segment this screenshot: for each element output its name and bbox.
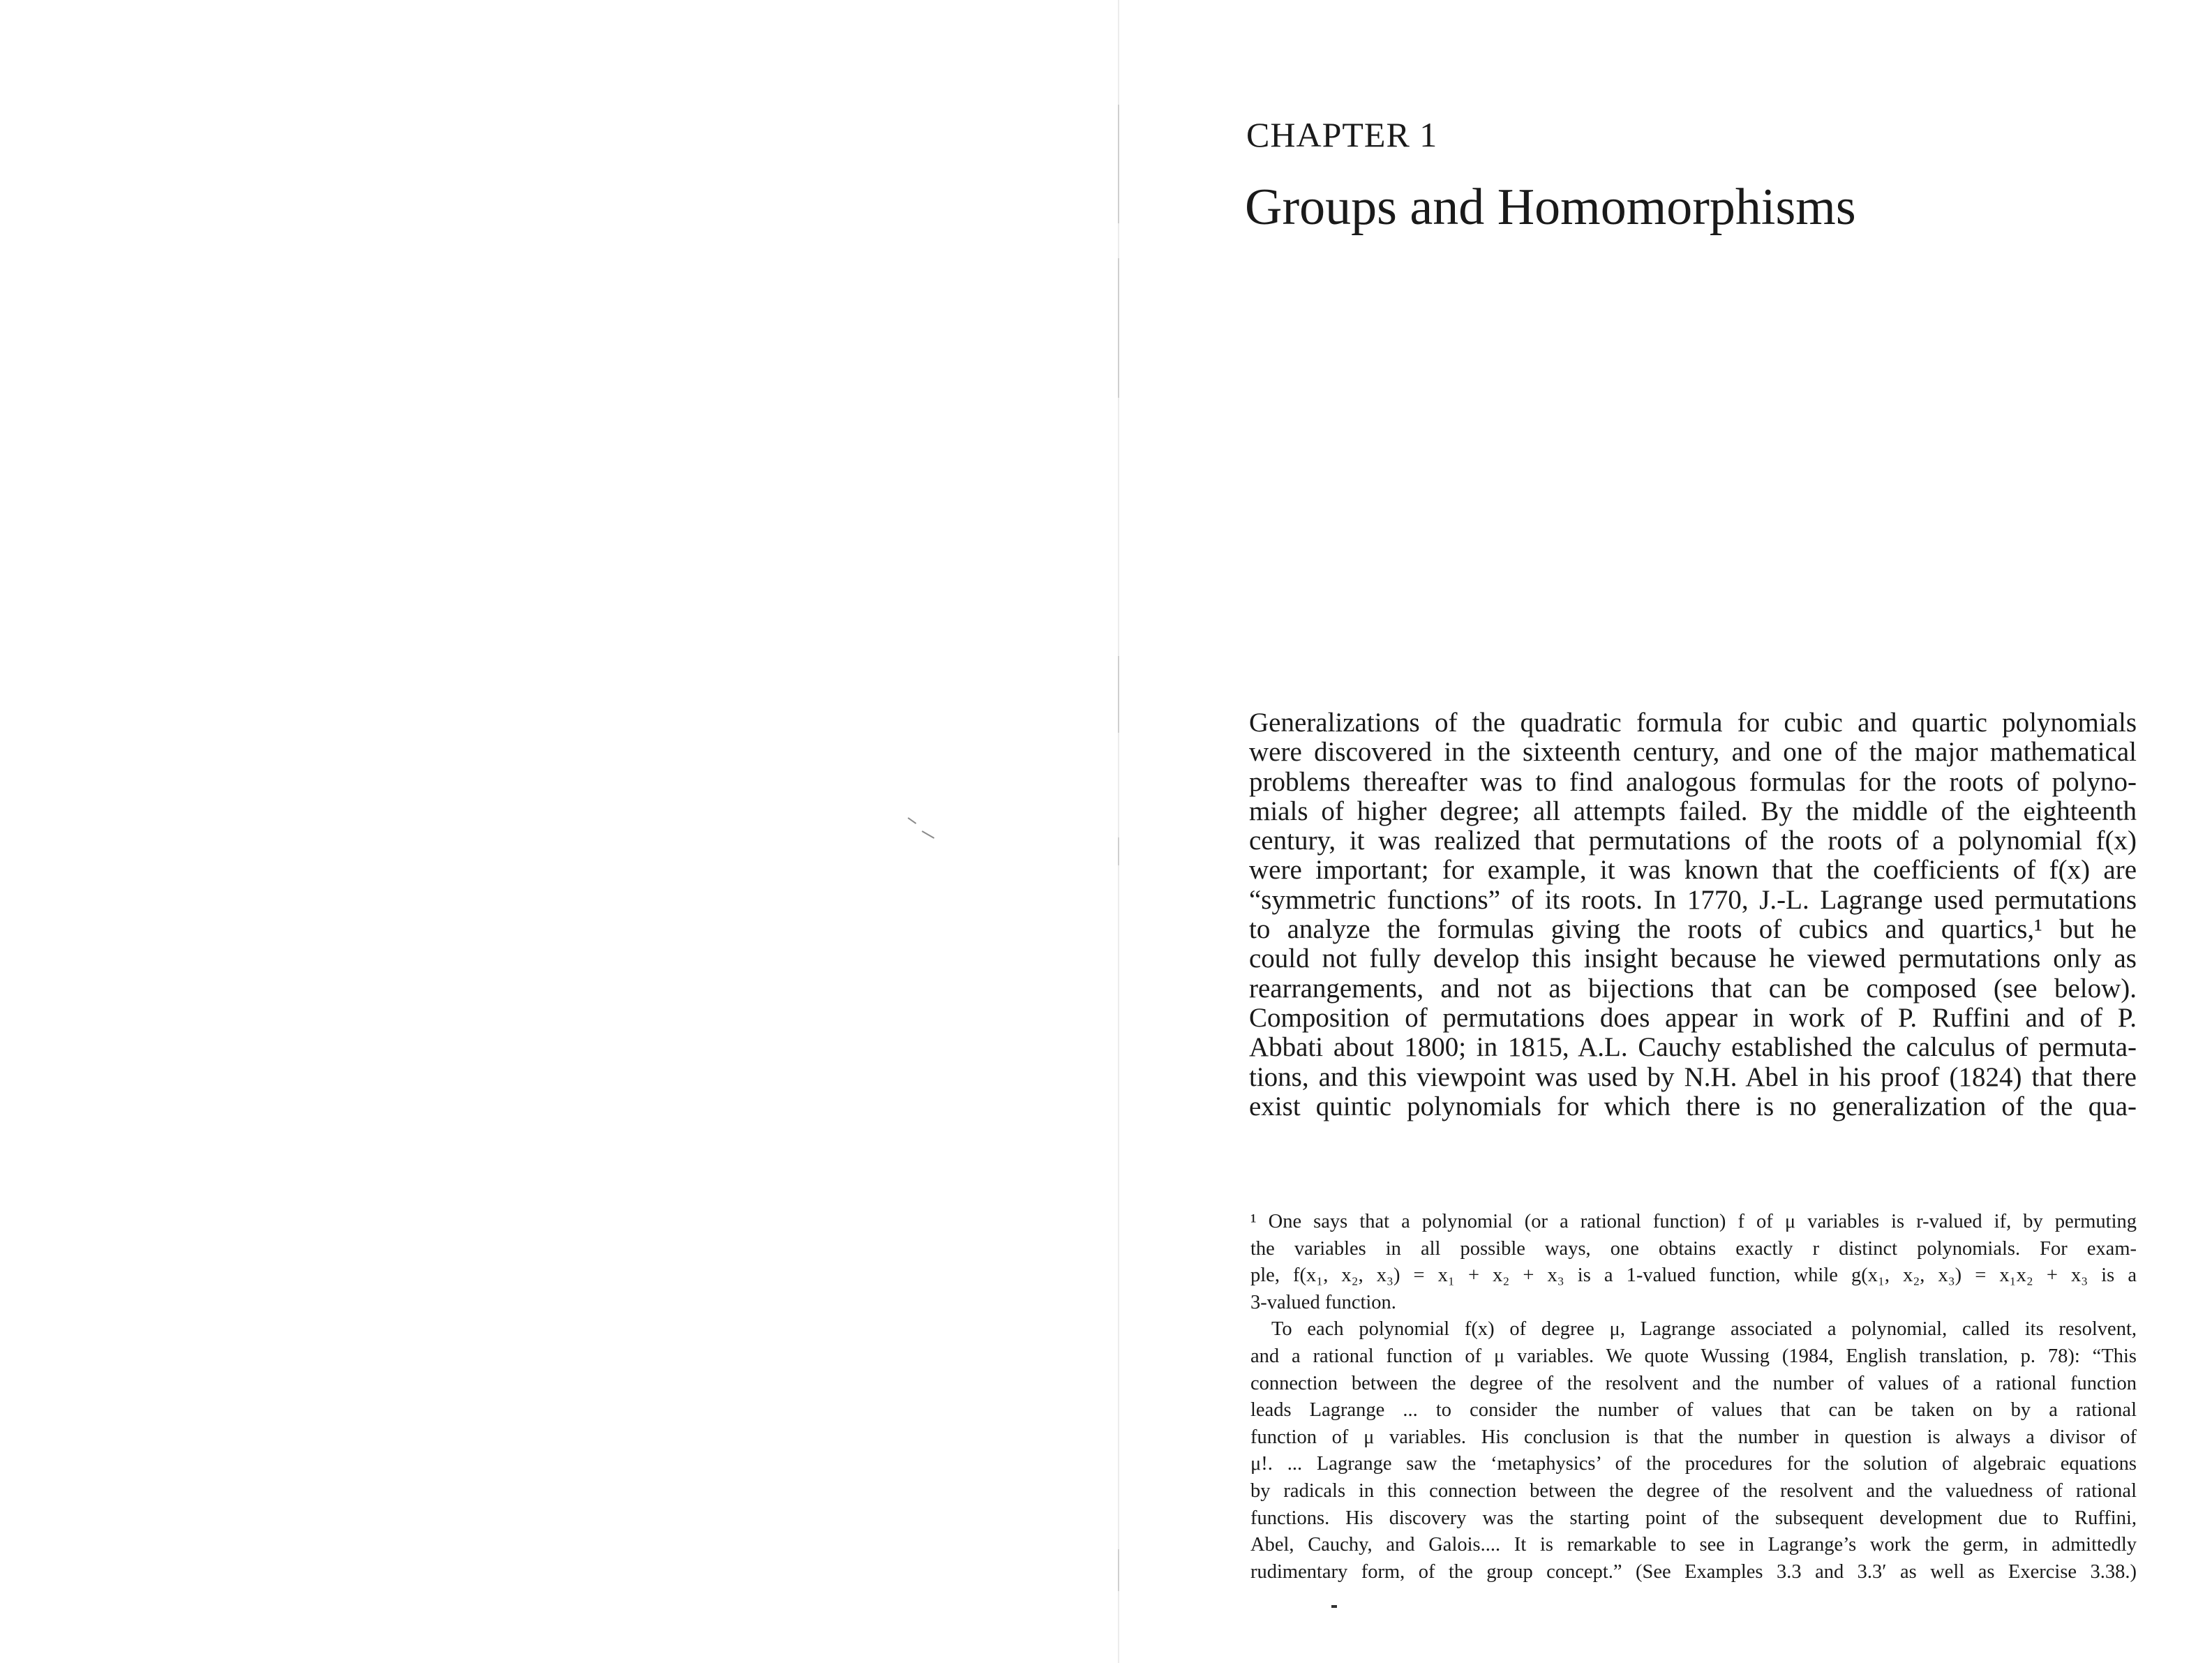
footnote-line: 3-valued function. [1250,1291,1396,1313]
footnote-line: μ!. ... Lagrange saw the ‘metaphysics’ of the procedures for the solution of algebraic equations [1250,1453,2137,1475]
body-line: Abbati about 1800; in 1815, A.L. Cauchy established the calculus of permuta- [1249,1032,2137,1063]
body-line: mials of higher degree; all attempts failed. By the middle of the eighteenth [1249,796,2137,826]
body-line: Generalizations of the quadratic formula for cubic and quartic polynomials [1249,708,2137,738]
footnote-line: by radicals in this connection between the degree of the resolvent and the valuedness of rational [1250,1479,2137,1502]
body-line: were important; for example, it was known that the coefficients of f(x) are [1249,855,2137,886]
body-line: tions, and this viewpoint was used by N.H. Abel in his proof (1824) that there [1249,1061,2137,1092]
gutter-mark [1118,656,1119,733]
footnote-line: ple, f(x₁, x₂, x₃) = x₁ + x₂ + x₃ is a 1-valued function, while g(x₁, x₂, x₃) = x₁x₂ + x₃ is a [1250,1265,2137,1287]
footnote-line: rudimentary form, of the group concept.” (See Examples 3.3 and 3.3′ as well as Exercise 3.38.) [1250,1560,2137,1583]
body-line: exist quintic polynomials for which there is no generalization of the qua- [1249,1091,2137,1121]
footnote-line: ¹ One says that a polynomial (or a rational function) f of μ variables is r-valued if, by permuting [1250,1211,2137,1232]
body-line: century, it was realized that permutations of the roots of a polynomial f(x) [1249,826,2137,856]
page-gutter-line [1118,0,1119,1663]
footnote-line: To each polynomial f(x) of degree μ, Lagrange associated a polynomial, called its resolvent, [1271,1318,2137,1341]
gutter-mark [1118,1549,1119,1591]
body-line: Composition of permutations does appear in work of P. Ruffini and of P. [1249,1002,2137,1033]
scan-speck [1331,1605,1337,1608]
scan-speck [922,830,934,839]
footnote [1250,1209,2137,1586]
body-line: rearrangements, and not as bijections that can be composed (see below). [1249,973,2137,1004]
body-line: were discovered in the sixteenth century, and one of the major mathematical [1249,737,2137,768]
body-line: problems thereafter was to find analogous formulas for the roots of polyno- [1249,766,2137,797]
body-paragraph [1249,708,2137,1121]
footnote-line: leads Lagrange ... to consider the number of values that can be taken on by a rational [1250,1399,2137,1422]
gutter-mark [1118,258,1119,398]
scan-speck [908,817,917,824]
body-line: “symmetric functions” of its roots. In 1770, J.-L. Lagrange used permutations [1249,884,2137,915]
gutter-mark [1118,105,1119,223]
footnote-line: function of μ variables. His conclusion is that the number in question is always a divisor of [1250,1426,2137,1448]
footnote-line: functions. His discovery was the starting point of the subsequent development due to Ruffini, [1250,1507,2137,1529]
gutter-mark [1118,837,1119,865]
footnote-line: and a rational function of μ variables. We quote Wussing (1984, English translation, p. 78): “This [1250,1345,2137,1367]
footnote-line: the variables in all possible ways, one obtains exactly r distinct polynomials. For exam- [1250,1237,2137,1260]
chapter-title: Groups and Homomorphisms [1245,179,1856,236]
footnote-line: connection between the degree of the resolvent and the number of values of a rational function [1250,1372,2137,1394]
body-line: could not fully develop this insight because he viewed permutations only as [1249,944,2137,974]
chapter-label: CHAPTER 1 [1246,115,1438,154]
body-line: to analyze the formulas giving the roots of cubics and quartics,¹ but he [1249,914,2137,945]
footnote-line: Abel, Cauchy, and Galois.... It is remarkable to see in Lagrange’s work the germ, in admittedly [1250,1534,2137,1556]
